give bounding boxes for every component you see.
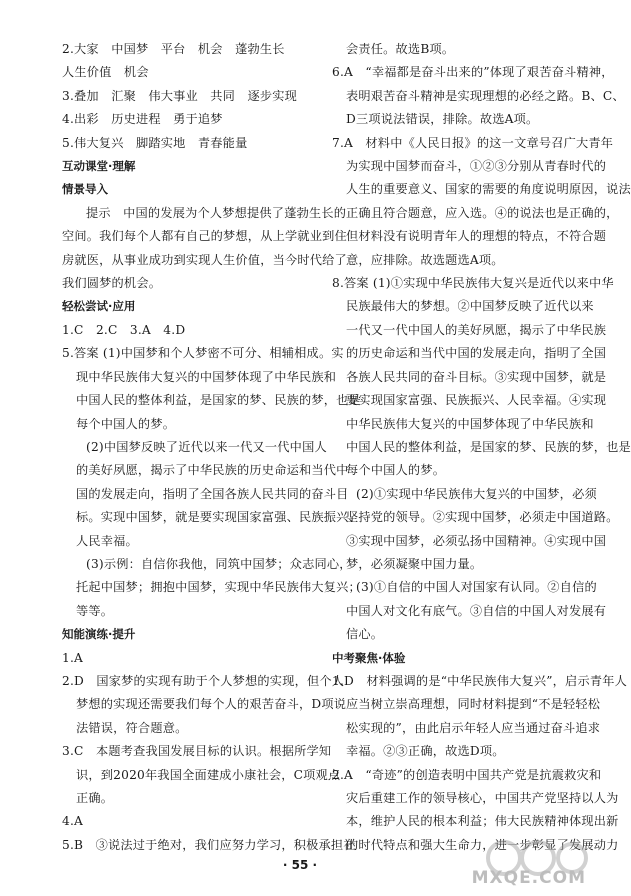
text-line: 人民幸福。	[76, 533, 138, 548]
section-heading: 中考聚焦·体验	[332, 650, 406, 665]
text-line: 意，应排除。故选题选A项。	[346, 252, 504, 267]
text-line: 现中华民族伟大复兴的中国梦体现了中华民族和	[76, 369, 337, 384]
text-line: 正确。	[76, 791, 114, 805]
text-line: (2)中国梦反映了近代以来一代又一代中国人	[86, 439, 327, 454]
text-line: 法错误，符合题意。	[76, 720, 188, 735]
text-line: 3.叠加 汇聚 伟大事业 共同 逐步实现	[62, 88, 298, 103]
text-line: 4.A	[62, 814, 84, 829]
text-line: 1.D 材料强调的是“中华民族伟大复兴”，启示青年人	[332, 673, 627, 688]
text-line: 表明艰苦奋斗精神是实现理想的必经之路。B、C、	[346, 88, 625, 103]
left-column	[62, 38, 361, 857]
text-line: ③实现中国梦，必须弘扬中国精神。④实现中国	[346, 533, 607, 548]
text-line: 中国人民的整体利益，是国家的梦、民族的梦，也是	[76, 393, 361, 408]
page-number: · 55 ·	[282, 858, 318, 872]
text-line: 5.B ③说法过于绝对，我们应努力学习，积极承担社	[62, 837, 356, 852]
subsection-heading: 情景导入	[62, 182, 108, 197]
text-line: 中国人民的整体利益，是国家的梦、民族的梦，也是	[346, 439, 631, 454]
text-line: 正确且符合题意，应入选。④的说法也是正确的，	[346, 205, 619, 220]
text-line: 2.大家 中国梦 平台 机会 蓬勃生长	[62, 42, 285, 56]
text-line: 人生的重要意义、国家的需要的角度说明原因，说法	[346, 182, 631, 197]
text-line: 人生价值 机会	[62, 65, 149, 80]
text-line: 3.C 本题考查我国发展目标的认识。根据所学知	[62, 744, 332, 759]
text-line: 梦想的实现还需要我们每个人的艰苦奋斗，D项说	[76, 697, 347, 712]
section-heading: 互动课堂·理解	[62, 159, 136, 174]
text-line: 6.A “幸福都是奋斗出来的”体现了艰苦奋斗精神，	[332, 65, 614, 80]
text-line: 但材料没有说明青年人的理想的特点，不符合题	[346, 229, 607, 244]
text-line: 会责任。故选B项。	[346, 42, 455, 56]
text-line: 8.答案 (1)①实现中华民族伟大复兴是近代以来中华	[332, 276, 614, 291]
text-line: 2.D 国家梦的实现有助于个人梦想的实现，但个人	[62, 673, 345, 688]
text-line: 提示 中国的发展为个人梦想提供了蓬勃生长的	[86, 205, 347, 220]
right-column	[332, 38, 631, 857]
text-line: 的历史命运和当代中国的发展走向，指明了全国	[346, 346, 607, 361]
text-line: 1.C 2.C 3.A 4.D	[62, 322, 186, 337]
text-line: 梦，必须凝聚中国力量。	[346, 556, 483, 571]
text-line: 的时代特点和强大生命力，进一步彰显了发展动力	[346, 837, 619, 852]
text-line: 5.伟大复兴 脚踏实地 青春能量	[62, 135, 248, 150]
text-line: 等等。	[76, 603, 114, 618]
text-line: 应当树立崇高理想，同时材料提到“不是轻轻松	[346, 697, 601, 712]
text-line: 7.A 材料中《人民日报》的这一文章号召广大青年	[332, 135, 614, 150]
text-line: (3)示例：自信你我他，同筑中国梦；众志同心，	[86, 556, 352, 571]
text-line: 本，维护人民的根本利益；伟大民族精神体现出新	[346, 814, 619, 829]
text-line: (2)①实现中华民族伟大复兴的中国梦，必须	[356, 486, 597, 501]
text-line: 为实现中国梦而奋斗，①②③分别从青春时代的	[346, 159, 607, 174]
text-line: 的美好夙愿，揭示了中华民族的历史命运和当代中	[76, 463, 349, 478]
text-line: D三项说法错误，排除。故选A项。	[346, 112, 539, 127]
text-line: 民族最伟大的梦想。②中国梦反映了近代以来	[346, 299, 594, 314]
text-line: 信心。	[346, 627, 384, 642]
text-line: 各族人民共同的奋斗目标。③实现中国梦，就是	[346, 369, 607, 384]
text-line: 2.A “奇迹”的创造表明中国共产党是抗震救灾和	[332, 767, 602, 782]
text-line: 国的发展走向，指明了全国各族人民共同的奋斗目	[76, 486, 349, 501]
text-line: 托起中国梦；拥抱中国梦，实现中华民族伟大复兴；	[76, 580, 361, 595]
watermark-text: MXQE.COM	[471, 868, 586, 888]
text-line: 幸福。②③正确，故选D项。	[346, 744, 505, 759]
text-line: 1.A	[62, 650, 84, 665]
text-line: 一代又一代中国人的美好夙愿，揭示了中华民族	[346, 322, 607, 337]
text-line: 我们圆梦的机会。	[62, 276, 162, 291]
text-line: 每个中国人的梦。	[346, 463, 446, 478]
text-line: 5.答案 (1)中国梦和个人梦密不可分、相辅相成。实	[62, 346, 344, 361]
text-line: 灾后重建工作的领导核心，中国共产党坚持以人为	[346, 791, 619, 805]
text-line: 4.出彩 历史进程 勇于追梦	[62, 112, 223, 127]
text-line: 识，到2020年我国全面建成小康社会，C项观点	[76, 767, 341, 782]
text-line: 松实现的”，由此启示年轻人应当通过奋斗追求	[346, 720, 601, 735]
text-line: 坚持党的领导。②实现中国梦，必须走中国道路。	[346, 510, 619, 525]
text-line: 标。实现中国梦，就是要实现国家富强、民族振兴、	[76, 510, 361, 525]
text-line: 房就医，从事业成功到实现人生价值，当今时代给了	[62, 252, 347, 267]
text-line: 要实现国家富强、民族振兴、人民幸福。④实现	[346, 393, 607, 408]
text-line: 空间。我们每个人都有自己的梦想，从上学就业到住	[62, 229, 347, 244]
text-line: 中华民族伟大复兴的中国梦体现了中华民族和	[346, 416, 594, 431]
section-heading: 轻松尝试·应用	[62, 299, 136, 314]
text-line: 每个中国人的梦。	[76, 416, 176, 431]
section-heading: 知能演练·提升	[62, 627, 136, 642]
text-line: (3)①自信的中国人对国家有认同。②自信的	[356, 580, 597, 595]
text-line: 中国人对文化有底气。③自信的中国人对发展有	[346, 603, 607, 618]
